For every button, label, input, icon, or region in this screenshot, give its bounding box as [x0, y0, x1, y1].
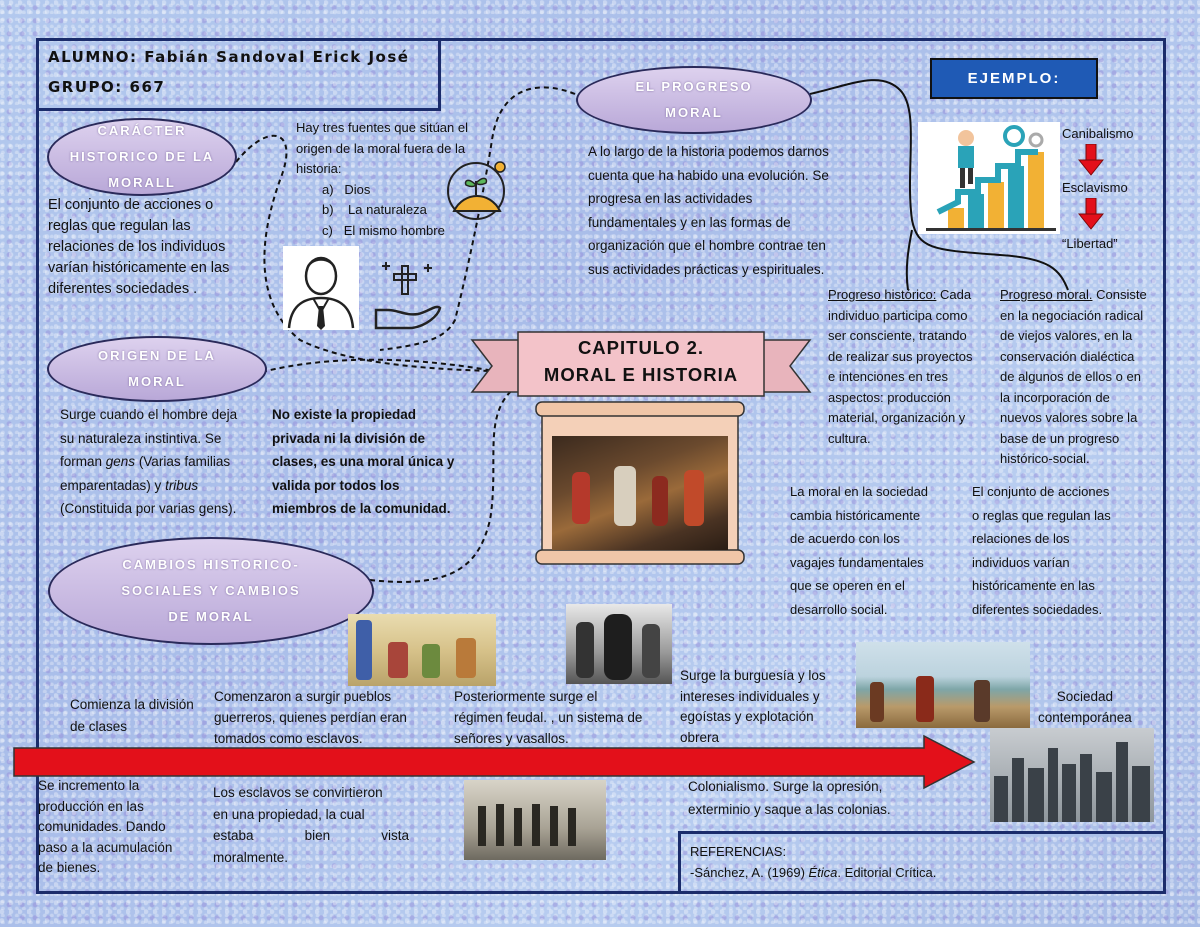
- timeline-produccion: Se incremento la producción en las comunidades. Dando paso a la acumulación de bienes.: [38, 778, 173, 875]
- slaves-image: [464, 780, 606, 860]
- node-caracter-historico: CARÁCTER HISTORICO DE LA MORALL: [47, 118, 237, 196]
- man-icon: [283, 246, 359, 330]
- node-progreso-moral: EL PROGRESO MORAL: [576, 66, 812, 134]
- progreso-moral-text: Progreso moral. Consiste en la negociación radical de viejos valores, en la conservación dialéctica de algunos de ellos o en la incorporación de nuevos valores sobre la base de un progreso histórico-social.: [1000, 287, 1147, 466]
- fuentes-text: Hay tres fuentes que sitúan el origen de la moral fuera de la historia: a) Dios b) La naturaleza c) El mismo hombre: [296, 120, 468, 238]
- conjunto-acciones-text: El conjunto de acciones o reglas que regulan las relaciones de los individuos varían históricamente en las diferentes sociedades.: [972, 484, 1111, 617]
- timeline-regimen-feudal: Posteriormente surge el régimen feudal. , un sistema de señores y vasallos.: [454, 689, 643, 746]
- painting-image: [552, 436, 728, 550]
- hand-cross-icon: [372, 258, 444, 332]
- arrow-down-icon: [1078, 198, 1104, 230]
- propiedad-text: No existe la propiedad privada ni la división de clases, es una moral única y valida por todos los miembros de la comunidad.: [272, 407, 455, 516]
- student-name: ALUMNO: Fabián Sandoval Erick José: [48, 48, 410, 66]
- node-cambios-historico: CAMBIOS HISTORICO- SOCIALES Y CAMBIOS DE MORAL: [48, 537, 374, 645]
- caracter-text: El conjunto de acciones o reglas que regulan las relaciones de los individuos varían históricamente en las diferentes sociedades .: [48, 197, 230, 297]
- timeline-burguesia: Surge la burguesía y los intereses individuales y egoístas y explotación obrera: [680, 668, 826, 745]
- center-title: CAPITULO 2. MORAL E HISTORIA: [543, 337, 739, 385]
- progreso-text: A lo largo de la historia podemos darnos cuenta que ha habido una evolución. Se progresa en las actividades fundamentales y en las formas de organización que el hombre contrae ten sus actividades prácticas y espirituales.: [588, 144, 829, 277]
- growth-image: [918, 122, 1060, 234]
- student-box: [36, 38, 441, 111]
- group-number: GRUPO: 667: [48, 78, 166, 96]
- references-text: REFERENCIAS: -Sánchez, A. (1969) Ética. Editorial Crítica.: [690, 844, 937, 880]
- ejemplo-item-libertad: “Libertad”: [1062, 236, 1118, 251]
- timeline-pueblos-guerreros: Comenzaron a surgir pueblos guerreros, quienes perdían eran tomados como esclavos.: [214, 689, 407, 746]
- origen-text: Surge cuando el hombre deja su naturaleza instintiva. Se forman gens (Varias familias emparentadas) y tribus (Constituida por varias gens).: [60, 407, 238, 516]
- ejemplo-label: EJEMPLO:: [930, 58, 1098, 99]
- ejemplo-item-esclavismo: Esclavismo: [1062, 180, 1128, 195]
- node-origen-moral: ORIGEN DE LA MORAL: [47, 336, 267, 402]
- timeline-division-clases: Comienza la división de clases: [70, 697, 194, 734]
- city-image: [990, 728, 1154, 822]
- workers-image: [566, 604, 672, 684]
- medieval-image: [348, 614, 496, 686]
- arrow-down-icon: [1078, 144, 1104, 176]
- moral-sociedad-text: La moral en la sociedad cambia históricamente de acuerdo con los vagajes fundamentales que se operen en el desarrollo social.: [790, 484, 929, 617]
- timeline-sociedad-contemporanea: Sociedad contemporánea: [1038, 689, 1132, 725]
- timeline-colonialismo: Colonialismo. Surge la opresión, exterminio y saque a las colonias.: [688, 779, 891, 817]
- progreso-historico-text: Progreso histórico: Cada individuo participa como ser consciente, tratando de realizar sus proyectos e intenciones en tres aspectos: producción material, organización y cultura.: [828, 287, 973, 446]
- plant-icon: [440, 155, 512, 223]
- timeline-esclavos: Los esclavos se convirtieron en una propiedad, la cual estaba bien vista moralmente.: [213, 785, 409, 865]
- colonial-image: [856, 642, 1030, 728]
- ejemplo-item-canibalismo: Canibalismo: [1062, 126, 1134, 141]
